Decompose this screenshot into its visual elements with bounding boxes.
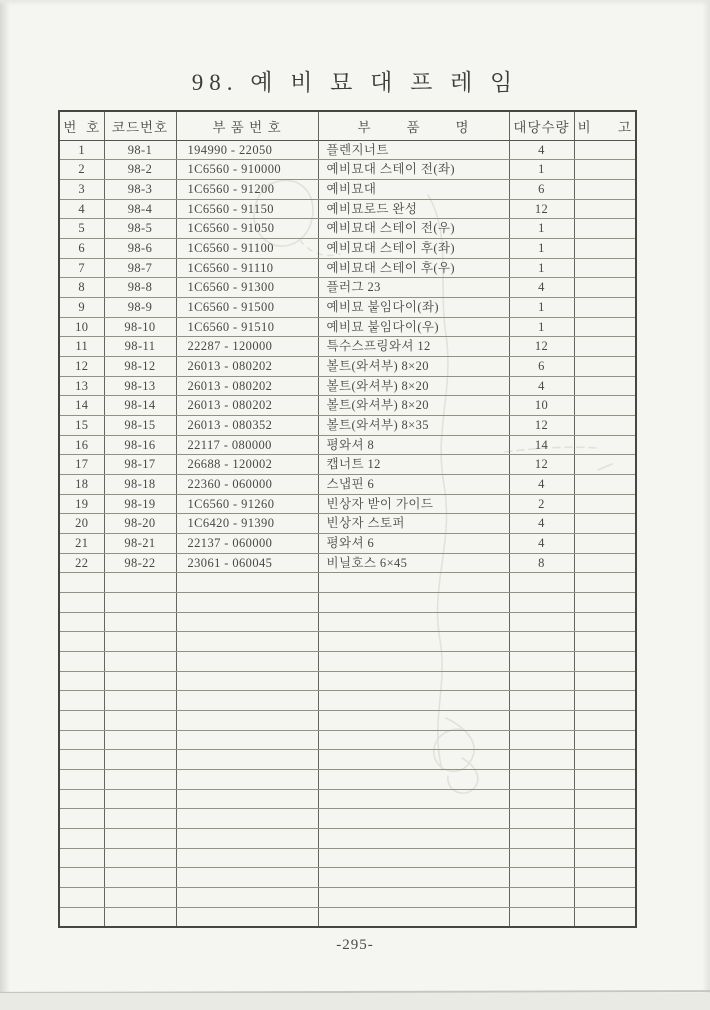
table-row bbox=[59, 573, 636, 593]
cell-part-no bbox=[176, 848, 318, 868]
cell-code: 98-8 bbox=[104, 278, 176, 298]
cell-remark bbox=[574, 376, 636, 396]
cell-part-no bbox=[176, 691, 318, 711]
cell-code: 98-12 bbox=[104, 356, 176, 376]
table-row bbox=[59, 514, 636, 534]
cell-code: 98-2 bbox=[104, 160, 176, 180]
cell-code bbox=[104, 573, 176, 593]
table-row bbox=[59, 219, 636, 239]
cell-qty: 14 bbox=[509, 435, 574, 455]
cell-qty bbox=[509, 632, 574, 652]
page-title: 98. 예 비 묘 대 프 레 임 bbox=[191, 70, 519, 95]
table-row bbox=[59, 160, 636, 180]
cell-part-name: 플렌지너트 bbox=[318, 140, 509, 160]
table-row bbox=[59, 376, 636, 396]
cell-part-no: 26013 - 080202 bbox=[176, 356, 318, 376]
cell-part-name: 비닐호스 6×45 bbox=[318, 553, 509, 573]
cell-qty: 1 bbox=[509, 160, 574, 180]
cell-part-name bbox=[318, 770, 509, 790]
cell-qty: 1 bbox=[509, 219, 574, 239]
cell-no: 2 bbox=[59, 160, 104, 180]
cell-no bbox=[59, 907, 104, 927]
cell-code bbox=[104, 809, 176, 829]
cell-part-no: 1C6560 - 91110 bbox=[176, 258, 318, 278]
cell-remark bbox=[574, 789, 636, 809]
cell-no: 20 bbox=[59, 514, 104, 534]
cell-part-name: 예비묘 붙임다이(우) bbox=[318, 317, 509, 337]
cell-no: 10 bbox=[59, 317, 104, 337]
table-row bbox=[59, 632, 636, 652]
cell-qty bbox=[509, 592, 574, 612]
cell-qty bbox=[509, 888, 574, 908]
cell-part-no bbox=[176, 651, 318, 671]
cell-remark bbox=[574, 474, 636, 494]
table-row bbox=[59, 396, 636, 416]
cell-remark bbox=[574, 297, 636, 317]
cell-part-no: 26013 - 080202 bbox=[176, 376, 318, 396]
cell-part-no bbox=[176, 750, 318, 770]
cell-remark bbox=[574, 435, 636, 455]
table-row bbox=[59, 238, 636, 258]
cell-code bbox=[104, 770, 176, 790]
cell-part-no: 22360 - 060000 bbox=[176, 474, 318, 494]
cell-remark bbox=[574, 592, 636, 612]
cell-no bbox=[59, 651, 104, 671]
cell-qty bbox=[509, 730, 574, 750]
cell-part-no: 1C6560 - 91050 bbox=[176, 219, 318, 239]
cell-part-no: 22137 - 060000 bbox=[176, 533, 318, 553]
cell-remark bbox=[574, 809, 636, 829]
cell-qty: 2 bbox=[509, 494, 574, 514]
cell-remark bbox=[574, 632, 636, 652]
cell-code bbox=[104, 868, 176, 888]
table-row bbox=[59, 691, 636, 711]
cell-qty: 6 bbox=[509, 356, 574, 376]
cell-remark bbox=[574, 238, 636, 258]
table-row bbox=[59, 455, 636, 475]
cell-part-name: 볼트(와셔부) 8×20 bbox=[318, 396, 509, 416]
cell-part-no: 1C6560 - 910000 bbox=[176, 160, 318, 180]
cell-remark bbox=[574, 278, 636, 298]
cell-no bbox=[59, 770, 104, 790]
cell-no bbox=[59, 671, 104, 691]
cell-code: 98-6 bbox=[104, 238, 176, 258]
cell-part-name: 빈상자 받이 가이드 bbox=[318, 494, 509, 514]
cell-remark bbox=[574, 317, 636, 337]
cell-code: 98-4 bbox=[104, 199, 176, 219]
table-row bbox=[59, 651, 636, 671]
cell-part-no: 194990 - 22050 bbox=[176, 140, 318, 160]
col-header-no: 번 호 bbox=[59, 111, 104, 140]
cell-no: 9 bbox=[59, 297, 104, 317]
cell-qty bbox=[509, 770, 574, 790]
table-row bbox=[59, 199, 636, 219]
cell-no bbox=[59, 632, 104, 652]
cell-remark bbox=[574, 514, 636, 534]
cell-qty bbox=[509, 573, 574, 593]
table-row bbox=[59, 907, 636, 927]
cell-remark bbox=[574, 907, 636, 927]
cell-part-name bbox=[318, 888, 509, 908]
table-row bbox=[59, 179, 636, 199]
cell-code bbox=[104, 789, 176, 809]
page-number: -295- bbox=[336, 937, 374, 953]
cell-qty: 1 bbox=[509, 258, 574, 278]
cell-qty: 1 bbox=[509, 238, 574, 258]
table-row bbox=[59, 789, 636, 809]
cell-code: 98-17 bbox=[104, 455, 176, 475]
cell-part-no bbox=[176, 730, 318, 750]
cell-code: 98-20 bbox=[104, 514, 176, 534]
cell-part-name bbox=[318, 632, 509, 652]
table-header-row bbox=[59, 111, 636, 140]
cell-no bbox=[59, 888, 104, 908]
cell-part-name bbox=[318, 809, 509, 829]
cell-code: 98-22 bbox=[104, 553, 176, 573]
table-row bbox=[59, 297, 636, 317]
cell-no: 22 bbox=[59, 553, 104, 573]
cell-remark bbox=[574, 258, 636, 278]
table-row bbox=[59, 278, 636, 298]
cell-no: 21 bbox=[59, 533, 104, 553]
cell-code bbox=[104, 750, 176, 770]
cell-part-no bbox=[176, 868, 318, 888]
table-row bbox=[59, 435, 636, 455]
table-row bbox=[59, 848, 636, 868]
table-row bbox=[59, 317, 636, 337]
cell-qty: 12 bbox=[509, 199, 574, 219]
cell-no bbox=[59, 710, 104, 730]
cell-no: 18 bbox=[59, 474, 104, 494]
cell-qty: 6 bbox=[509, 179, 574, 199]
cell-part-name: 예비묘대 스테이 전(좌) bbox=[318, 160, 509, 180]
cell-remark bbox=[574, 455, 636, 475]
cell-code: 98-5 bbox=[104, 219, 176, 239]
table-row bbox=[59, 829, 636, 849]
cell-remark bbox=[574, 730, 636, 750]
cell-qty bbox=[509, 809, 574, 829]
cell-qty: 12 bbox=[509, 455, 574, 475]
table-row bbox=[59, 258, 636, 278]
cell-no bbox=[59, 829, 104, 849]
cell-part-no bbox=[176, 632, 318, 652]
cell-qty: 1 bbox=[509, 317, 574, 337]
cell-no bbox=[59, 848, 104, 868]
cell-qty bbox=[509, 671, 574, 691]
cell-no: 17 bbox=[59, 455, 104, 475]
cell-qty: 4 bbox=[509, 140, 574, 160]
cell-remark bbox=[574, 829, 636, 849]
cell-remark bbox=[574, 770, 636, 790]
cell-part-name bbox=[318, 730, 509, 750]
table-row bbox=[59, 592, 636, 612]
scan-edge-top bbox=[0, 0, 710, 6]
col-header-remark: 비 고 bbox=[574, 111, 636, 140]
cell-code: 98-18 bbox=[104, 474, 176, 494]
cell-remark bbox=[574, 888, 636, 908]
table-row bbox=[59, 809, 636, 829]
cell-part-no: 26013 - 080202 bbox=[176, 396, 318, 416]
cell-part-name bbox=[318, 789, 509, 809]
cell-remark bbox=[574, 396, 636, 416]
cell-no: 4 bbox=[59, 199, 104, 219]
cell-remark bbox=[574, 868, 636, 888]
cell-qty bbox=[509, 789, 574, 809]
cell-part-name: 플러그 23 bbox=[318, 278, 509, 298]
cell-qty: 12 bbox=[509, 415, 574, 435]
cell-qty bbox=[509, 848, 574, 868]
scan-edge-left bbox=[0, 0, 10, 1010]
table-row bbox=[59, 140, 636, 160]
cell-remark bbox=[574, 415, 636, 435]
cell-code bbox=[104, 829, 176, 849]
cell-part-name: 볼트(와셔부) 8×20 bbox=[318, 376, 509, 396]
cell-part-no: 22287 - 120000 bbox=[176, 337, 318, 357]
cell-part-name: 예비묘대 스테이 후(우) bbox=[318, 258, 509, 278]
table-row bbox=[59, 730, 636, 750]
cell-remark bbox=[574, 553, 636, 573]
cell-part-name bbox=[318, 907, 509, 927]
parts-table bbox=[58, 110, 637, 928]
table-row bbox=[59, 612, 636, 632]
cell-part-name: 예비묘대 스테이 전(우) bbox=[318, 219, 509, 239]
cell-remark bbox=[574, 337, 636, 357]
cell-part-name bbox=[318, 691, 509, 711]
cell-part-name: 예비묘 붙임다이(좌) bbox=[318, 297, 509, 317]
cell-qty bbox=[509, 612, 574, 632]
cell-no bbox=[59, 809, 104, 829]
cell-qty: 12 bbox=[509, 337, 574, 357]
table-row bbox=[59, 868, 636, 888]
table-row bbox=[59, 710, 636, 730]
cell-remark bbox=[574, 848, 636, 868]
cell-no bbox=[59, 573, 104, 593]
cell-part-name bbox=[318, 829, 509, 849]
cell-qty: 4 bbox=[509, 533, 574, 553]
cell-code bbox=[104, 848, 176, 868]
col-header-part-name: 부 품 명 bbox=[318, 111, 509, 140]
cell-no bbox=[59, 868, 104, 888]
cell-part-name bbox=[318, 750, 509, 770]
cell-part-name bbox=[318, 710, 509, 730]
cell-code: 98-9 bbox=[104, 297, 176, 317]
cell-qty bbox=[509, 750, 574, 770]
cell-part-name: 예비묘로드 완성 bbox=[318, 199, 509, 219]
cell-qty: 4 bbox=[509, 474, 574, 494]
cell-qty bbox=[509, 651, 574, 671]
cell-remark bbox=[574, 573, 636, 593]
cell-part-name: 빈상자 스토퍼 bbox=[318, 514, 509, 534]
cell-qty bbox=[509, 829, 574, 849]
cell-part-no: 1C6560 - 91150 bbox=[176, 199, 318, 219]
table-row bbox=[59, 533, 636, 553]
cell-part-name: 캡너트 12 bbox=[318, 455, 509, 475]
cell-part-no bbox=[176, 789, 318, 809]
cell-no: 12 bbox=[59, 356, 104, 376]
cell-no bbox=[59, 789, 104, 809]
cell-part-no bbox=[176, 829, 318, 849]
cell-no bbox=[59, 592, 104, 612]
cell-qty: 4 bbox=[509, 278, 574, 298]
table-row bbox=[59, 474, 636, 494]
cell-no: 13 bbox=[59, 376, 104, 396]
cell-code: 98-11 bbox=[104, 337, 176, 357]
cell-no: 3 bbox=[59, 179, 104, 199]
table-row bbox=[59, 770, 636, 790]
cell-part-no: 1C6560 - 91500 bbox=[176, 297, 318, 317]
cell-code bbox=[104, 592, 176, 612]
cell-code bbox=[104, 671, 176, 691]
cell-code bbox=[104, 632, 176, 652]
cell-part-no: 1C6560 - 91200 bbox=[176, 179, 318, 199]
table-row bbox=[59, 494, 636, 514]
cell-code: 98-1 bbox=[104, 140, 176, 160]
cell-remark bbox=[574, 199, 636, 219]
cell-qty bbox=[509, 868, 574, 888]
cell-no: 19 bbox=[59, 494, 104, 514]
table-row bbox=[59, 553, 636, 573]
cell-code bbox=[104, 710, 176, 730]
cell-part-name bbox=[318, 592, 509, 612]
cell-no bbox=[59, 691, 104, 711]
cell-part-name: 예비묘대 스테이 후(좌) bbox=[318, 238, 509, 258]
cell-part-no: 23061 - 060045 bbox=[176, 553, 318, 573]
cell-qty: 1 bbox=[509, 297, 574, 317]
cell-code: 98-16 bbox=[104, 435, 176, 455]
cell-no bbox=[59, 750, 104, 770]
cell-no: 8 bbox=[59, 278, 104, 298]
cell-part-no bbox=[176, 809, 318, 829]
cell-remark bbox=[574, 651, 636, 671]
scan-edge-bottom-band bbox=[0, 993, 710, 1010]
col-header-qty: 대당수량 bbox=[509, 111, 574, 140]
cell-part-no bbox=[176, 907, 318, 927]
cell-no bbox=[59, 730, 104, 750]
cell-part-no bbox=[176, 573, 318, 593]
cell-qty bbox=[509, 691, 574, 711]
table-row bbox=[59, 888, 636, 908]
cell-part-name: 평와셔 8 bbox=[318, 435, 509, 455]
col-header-part-no: 부 품 번 호 bbox=[176, 111, 318, 140]
cell-code: 98-13 bbox=[104, 376, 176, 396]
cell-code bbox=[104, 730, 176, 750]
cell-part-name bbox=[318, 868, 509, 888]
cell-part-name bbox=[318, 573, 509, 593]
cell-qty bbox=[509, 710, 574, 730]
cell-no: 16 bbox=[59, 435, 104, 455]
cell-remark bbox=[574, 356, 636, 376]
table-row bbox=[59, 415, 636, 435]
cell-qty: 10 bbox=[509, 396, 574, 416]
cell-code bbox=[104, 907, 176, 927]
cell-remark bbox=[574, 179, 636, 199]
table-row bbox=[59, 671, 636, 691]
cell-part-no: 1C6560 - 91100 bbox=[176, 238, 318, 258]
cell-part-name bbox=[318, 612, 509, 632]
cell-part-name bbox=[318, 671, 509, 691]
cell-remark bbox=[574, 219, 636, 239]
cell-part-name bbox=[318, 651, 509, 671]
cell-no: 14 bbox=[59, 396, 104, 416]
cell-part-name: 예비묘대 bbox=[318, 179, 509, 199]
table-row bbox=[59, 356, 636, 376]
cell-part-no bbox=[176, 888, 318, 908]
cell-part-no bbox=[176, 592, 318, 612]
cell-remark bbox=[574, 710, 636, 730]
cell-qty: 4 bbox=[509, 514, 574, 534]
cell-no: 1 bbox=[59, 140, 104, 160]
cell-code: 98-21 bbox=[104, 533, 176, 553]
table-row bbox=[59, 337, 636, 357]
cell-part-no: 1C6560 - 91260 bbox=[176, 494, 318, 514]
cell-part-no: 1C6560 - 91510 bbox=[176, 317, 318, 337]
cell-part-no: 1C6420 - 91390 bbox=[176, 514, 318, 534]
cell-part-name bbox=[318, 848, 509, 868]
cell-part-no bbox=[176, 612, 318, 632]
cell-part-no bbox=[176, 671, 318, 691]
cell-code: 98-3 bbox=[104, 179, 176, 199]
cell-code: 98-19 bbox=[104, 494, 176, 514]
cell-part-no: 1C6560 - 91300 bbox=[176, 278, 318, 298]
cell-remark bbox=[574, 160, 636, 180]
cell-remark bbox=[574, 533, 636, 553]
cell-remark bbox=[574, 750, 636, 770]
cell-part-no bbox=[176, 710, 318, 730]
cell-part-name: 볼트(와셔부) 8×20 bbox=[318, 356, 509, 376]
cell-qty: 4 bbox=[509, 376, 574, 396]
cell-part-name: 스냅핀 6 bbox=[318, 474, 509, 494]
cell-part-no: 26688 - 120002 bbox=[176, 455, 318, 475]
cell-no: 15 bbox=[59, 415, 104, 435]
cell-remark bbox=[574, 671, 636, 691]
cell-qty bbox=[509, 907, 574, 927]
cell-code bbox=[104, 612, 176, 632]
cell-code: 98-14 bbox=[104, 396, 176, 416]
cell-code bbox=[104, 691, 176, 711]
cell-remark bbox=[574, 140, 636, 160]
cell-remark bbox=[574, 612, 636, 632]
cell-code bbox=[104, 888, 176, 908]
cell-part-name: 볼트(와셔부) 8×35 bbox=[318, 415, 509, 435]
cell-no bbox=[59, 612, 104, 632]
cell-qty: 8 bbox=[509, 553, 574, 573]
scan-edge-right bbox=[702, 0, 710, 1010]
cell-code: 98-15 bbox=[104, 415, 176, 435]
cell-part-name: 평와셔 6 bbox=[318, 533, 509, 553]
cell-no: 5 bbox=[59, 219, 104, 239]
col-header-code: 코드번호 bbox=[104, 111, 176, 140]
cell-part-no: 22117 - 080000 bbox=[176, 435, 318, 455]
cell-no: 11 bbox=[59, 337, 104, 357]
cell-no: 7 bbox=[59, 258, 104, 278]
cell-no: 6 bbox=[59, 238, 104, 258]
cell-part-name: 특수스프링와셔 12 bbox=[318, 337, 509, 357]
table-row bbox=[59, 750, 636, 770]
cell-part-no: 26013 - 080352 bbox=[176, 415, 318, 435]
cell-part-no bbox=[176, 770, 318, 790]
cell-remark bbox=[574, 691, 636, 711]
cell-code bbox=[104, 651, 176, 671]
cell-remark bbox=[574, 494, 636, 514]
cell-code: 98-10 bbox=[104, 317, 176, 337]
cell-code: 98-7 bbox=[104, 258, 176, 278]
